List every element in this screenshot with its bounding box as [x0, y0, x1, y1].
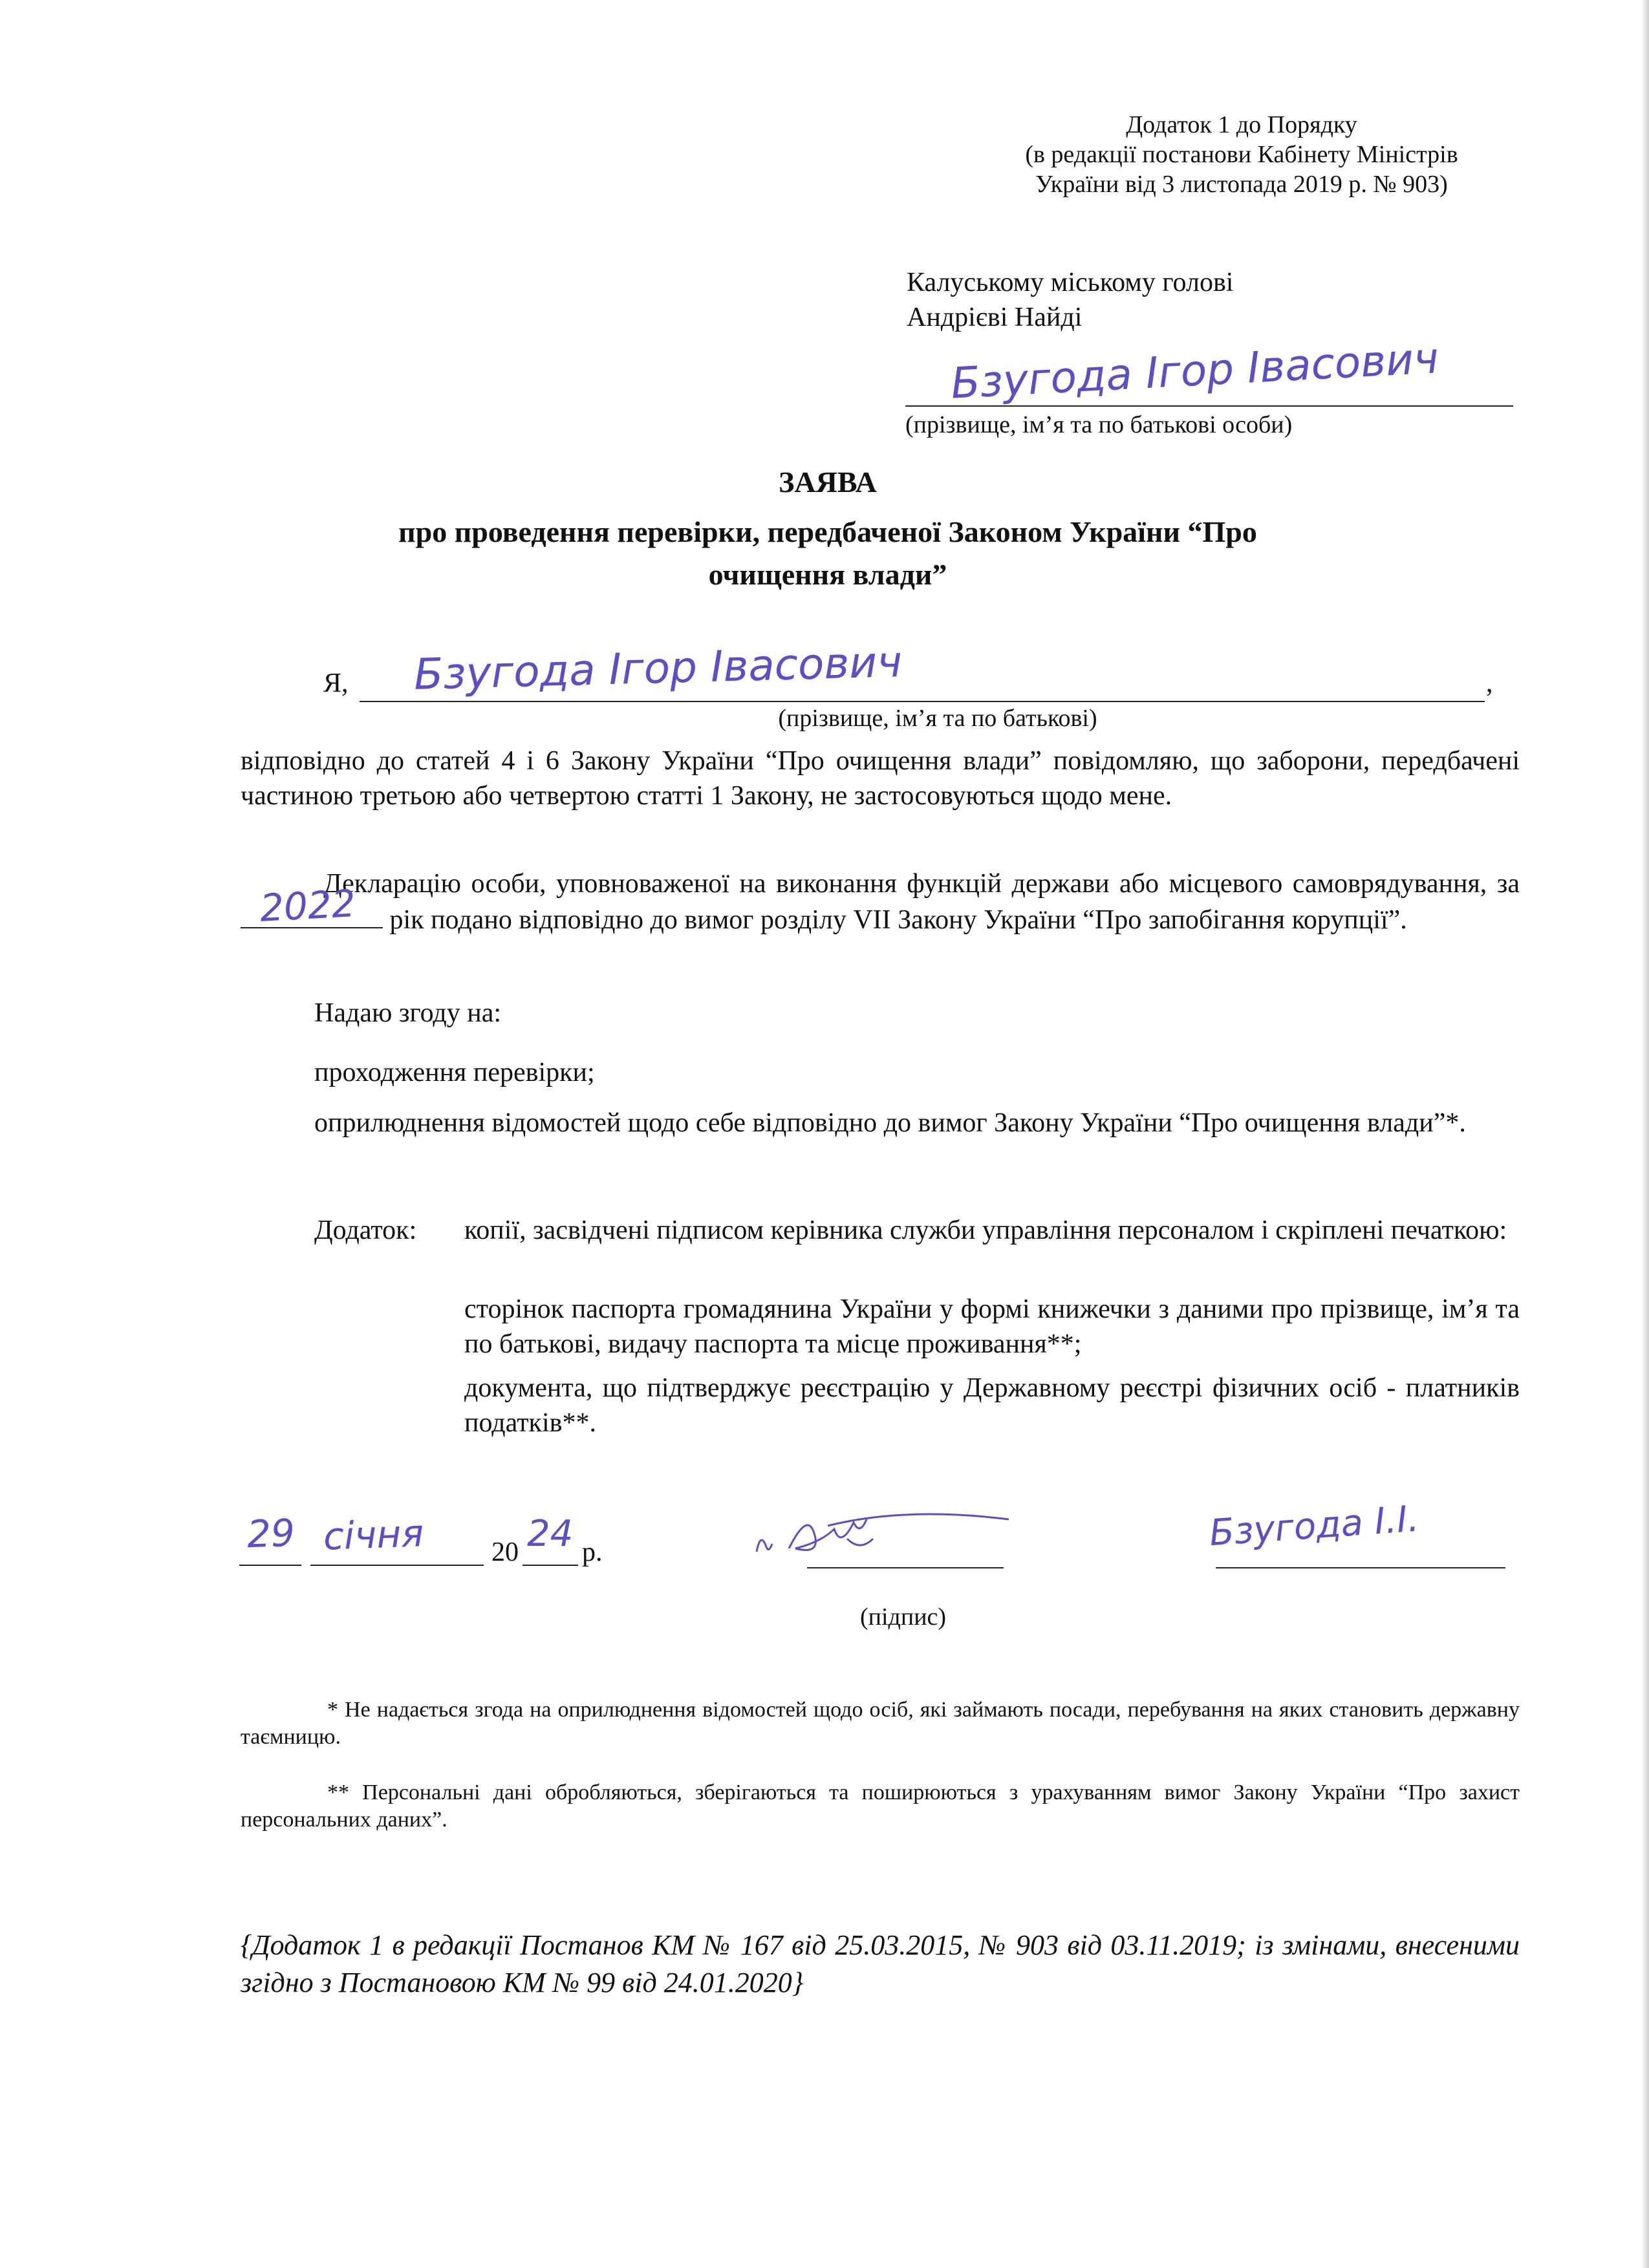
- recipient-name-underline: [905, 405, 1513, 407]
- statement-paragraph: відповідно до статей 4 і 6 Закону України “Про очищення влади” повідомляю, що заборони, передбачені частиною третьою або четвертою статті 1 Закону, не застосовуються щодо мене.: [241, 746, 1520, 811]
- handwritten-applicant-name: Бзугода Ігор Івасович: [413, 637, 903, 700]
- handwritten-month: січня: [322, 1511, 425, 1559]
- appendix-header-line1: Додаток 1 до Порядку: [1126, 111, 1357, 138]
- handwritten-day: 29: [246, 1510, 296, 1557]
- recipient-name-caption: (прізвище, ім’я та по батькові особи): [905, 411, 1293, 438]
- year-underline: [523, 1565, 578, 1566]
- document-title: ЗАЯВА: [779, 465, 877, 498]
- declaration-text-end: рік подано відповідно до вимог розділу VII Закону України “Про запобігання корупції”.: [389, 905, 1407, 935]
- applicant-signature: [750, 1493, 1022, 1578]
- appendix-header-line2: (в редакції постанови Кабінету Міністрів: [1025, 141, 1458, 168]
- signature-caption: (підпис): [860, 1603, 947, 1631]
- year-prefix: 20: [491, 1537, 519, 1567]
- year-suffix: р.: [582, 1537, 603, 1567]
- applicant-name-underline: [360, 701, 1485, 702]
- document-subtitle-line1: про проведення перевірки, передбаченої Законом України “Про: [398, 515, 1257, 548]
- editorial-note: {Додаток 1 в редакції Постанов КМ № 167 від 25.03.2015, № 903 від 03.11.2019; із змінами, внесеними згідно з Постановою КМ № 99 від 24.01.2020}: [241, 1929, 1520, 1998]
- footnote-state-secret: [241, 1696, 1520, 1751]
- recipient-block: [907, 265, 1489, 335]
- appendix-header-line3: України від 3 листопада 2019 р. № 903): [1035, 171, 1448, 198]
- footnote-state-secret-text: * Не надається згода на оприлюднення відомостей щодо осіб, які займають посади, перебування на яких становить державну таємницю.: [241, 1698, 1520, 1749]
- consent-item-check: проходження перевірки;: [314, 1058, 595, 1087]
- recipient-line2: Андрієві Найді: [907, 303, 1083, 332]
- consent-heading: Надаю згоду на:: [314, 998, 502, 1028]
- attachment-item-passport: сторінок паспорта громадянина України у формі книжечки з даними про прізвище, ім’я та по батькові, видачу паспорта та місце проживання**;: [464, 1294, 1520, 1359]
- handwritten-recipient-name: Бзугода Ігор Івасович: [949, 333, 1440, 409]
- day-underline: [239, 1565, 301, 1566]
- appendix-header: [996, 110, 1487, 199]
- attachment-intro: копії, засвідчені підписом керівника служби управління персоналом і скріплені печаткою:: [464, 1215, 1507, 1245]
- document-subtitle: [285, 511, 1371, 596]
- handwritten-year: 24: [527, 1513, 574, 1555]
- signature-underline: [807, 1567, 1004, 1568]
- applicant-name-caption: (прізвище, ім’я та по батькові): [778, 705, 1097, 732]
- handwritten-initials: Бзугода І.І.: [1208, 1497, 1421, 1555]
- attachment-label: Додаток:: [314, 1215, 417, 1245]
- initials-underline: [1216, 1567, 1505, 1568]
- footnote-personal-data-text: ** Персональні дані обробляються, зберігаються та поширюються з урахуванням вимог Закону України “Про захист персональних даних”.: [241, 1781, 1520, 1832]
- consent-item-publication-text: оприлюднення відомостей щодо себе відповідно до вимог Закону України “Про очищення влади”*.: [314, 1108, 1466, 1138]
- consent-item-publication: [241, 1106, 1520, 1140]
- scan-page-edge: [1643, 0, 1649, 2268]
- attachment-item-tax: документа, що підтверджує реєстрацію у Державному реєстрі фізичних осіб - платників податків**.: [464, 1373, 1520, 1438]
- declaration-year-field: [241, 881, 383, 930]
- recipient-line1: Калуському міському голові: [907, 268, 1234, 297]
- month-underline: [310, 1565, 484, 1566]
- declaration-paragraph: [241, 866, 1520, 937]
- applicant-prefix: Я,: [323, 669, 349, 698]
- document-subtitle-line2: очищення влади”: [708, 558, 947, 591]
- applicant-suffix: ,: [1486, 669, 1493, 698]
- handwritten-declaration-year: 2022: [259, 881, 357, 930]
- declaration-text-start: Декларацію особи, уповноваженої на виконання функцій держави або місцевого самоврядування, за: [323, 869, 1520, 899]
- footnote-personal-data: [241, 1779, 1520, 1834]
